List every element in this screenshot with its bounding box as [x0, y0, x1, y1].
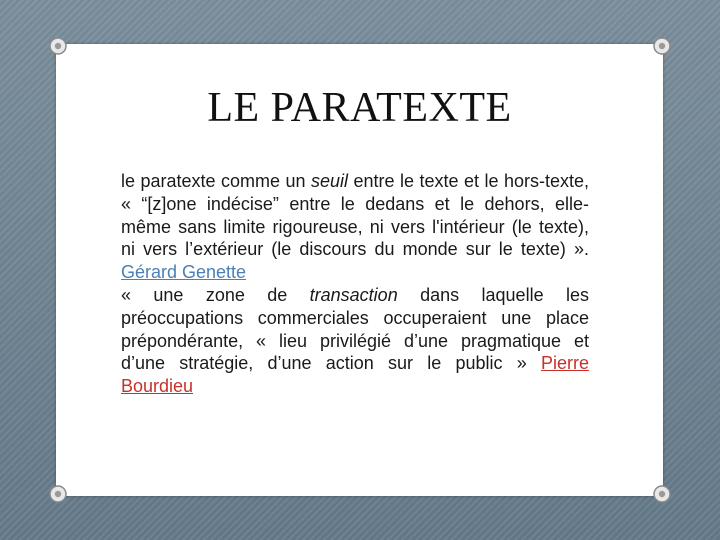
genette-citation-link[interactable]: Gérard Genette [121, 262, 247, 283]
bourdieu-quote [121, 284, 589, 398]
slide-body [121, 170, 589, 398]
bourdieu-quote-intro: « une zone de [121, 284, 310, 305]
slide-title: LE PARATEXTE [207, 85, 512, 131]
bourdieu-quote-body: dans laquelle les préoccupations commerciales occuperaient une place prépondérante, « lieu privilégié d’une pragmatique et d’une stratégie, d’une action sur le public » [121, 284, 589, 374]
genette-quote-body: entre le texte et le hors-texte, « “[z]one indécise” entre le dedans et le dehors, elle-même sans limite rigoureuse, ni vers l'intérieur (le texte), ni vers l’extérieur (le discours du monde sur le texte) ». [121, 171, 589, 260]
pin-icon [48, 484, 68, 504]
pin-icon [48, 36, 68, 56]
genette-quote-intro: le paratexte comme un [121, 171, 311, 191]
bourdieu-quote-emphasis: transaction [309, 284, 398, 305]
pin-icon [652, 36, 672, 56]
pin-icon [652, 484, 672, 504]
genette-quote [121, 170, 589, 284]
bourdieu-citation-link[interactable]: Pierre Bourdieu [121, 353, 589, 397]
genette-quote-emphasis: seuil [311, 171, 349, 191]
